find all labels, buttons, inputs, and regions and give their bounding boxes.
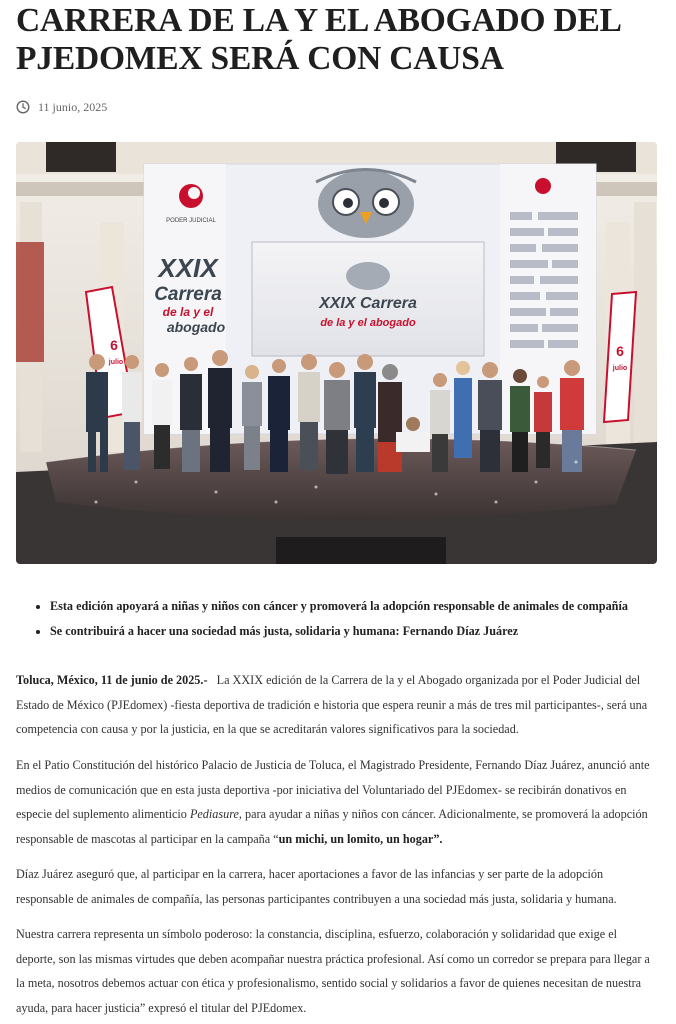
- product-name: Pediasure: [189, 807, 239, 821]
- photo-flag-right-num: 6: [616, 343, 624, 359]
- article-date: 11 junio, 2025: [38, 99, 108, 114]
- dateline: Toluca, México, 11 de junio de 2025.-: [16, 673, 208, 687]
- photo-side-title-4: abogado: [166, 319, 226, 335]
- article-paragraph-2: [16, 753, 659, 851]
- clock-icon: [16, 100, 30, 114]
- photo-side-title-1: XXIX: [158, 253, 218, 283]
- photo-screen-title-2: de la y el abogado: [320, 317, 416, 329]
- article-highlights: [30, 594, 676, 644]
- event-photo: [16, 142, 657, 564]
- paragraph-2-text-a: En el Patio Constitución del histórico Palacio de Justicia de Toluca, el Magistrado Presidente, Fernando Díaz Juárez, anunció ante medios de comunicación que en esta justa deportiva -por iniciativa del Voluntariado del PJEdomex- se recibirán donativos en especie del suplemento alimenticio: [16, 758, 650, 821]
- paragraph-1-text: La XXIX edición de la Carrera de la y el Abogado organizada por el Poder Judicial del Estado de México (PJEdomex) -fiesta deportiva de tradición e historia que espera reunir a más de tres mil participantes-, será una competencia con causa y por la justicia, en la que se acreditarán valores significativos para la sociedad.: [16, 673, 648, 736]
- article-photo[interactable]: [16, 142, 657, 564]
- article-paragraph-1: [16, 668, 659, 742]
- photo-flag-right-word: julio: [612, 365, 628, 372]
- paragraph-2-text-b: , para ayudar a niñas y niños con cáncer. Adicionalmente, se promoverá la adopción responsable de mascotas al participar en la campaña “: [16, 807, 648, 846]
- campaign-name: un michi, un lomito, un hogar”.: [278, 831, 443, 846]
- photo-side-title-3: de la y el: [162, 305, 214, 319]
- photo-side-title-2: Carrera: [154, 284, 222, 305]
- article-paragraph-3: Díaz Juárez aseguró que, al participar en la carrera, hacer aportaciones a favor de las infancias y ser parte de la adopción responsable de animales de compañía, las personas participantes contribuyen a una sociedad más justa, solidaria y humana.: [16, 867, 617, 906]
- photo-screen-title-1: XXIX Carrera: [319, 295, 417, 312]
- article-paragraph-4: Nuestra carrera representa un símbolo poderoso: la constancia, disciplina, esfuerzo, colaboración y solidaridad que exige el deporte, son las mismas virtudes que deben acompañar nuestra práctica profesional. Así como un corredor se prepara para llegar a la meta, nosotros debemos actuar con ética y profesionalismo, sentido social y solidarios a favor de quienes necesitan de nuestra ayuda, para hacer justicia” expresó el titular del PJEdomex.: [16, 927, 650, 1015]
- article-date-row: [16, 99, 107, 115]
- highlight-item: • Esta edición apoyará a niñas y niños con cáncer y promoverá la adopción responsable de animales de compañía: [50, 594, 676, 619]
- highlight-item: • Se contribuirá a hacer una sociedad más justa, solidaria y humana: Fernando Díaz Juárez: [50, 619, 676, 644]
- photo-banner-org: PODER JUDICIAL: [166, 218, 216, 224]
- photo-flag-left-word: julio: [108, 359, 124, 366]
- article-title: CARRERA DE LA Y EL ABOGADO DEL PJEDOMEX SERÁ CON CAUSA: [16, 2, 620, 77]
- photo-flag-left-num: 6: [110, 337, 118, 353]
